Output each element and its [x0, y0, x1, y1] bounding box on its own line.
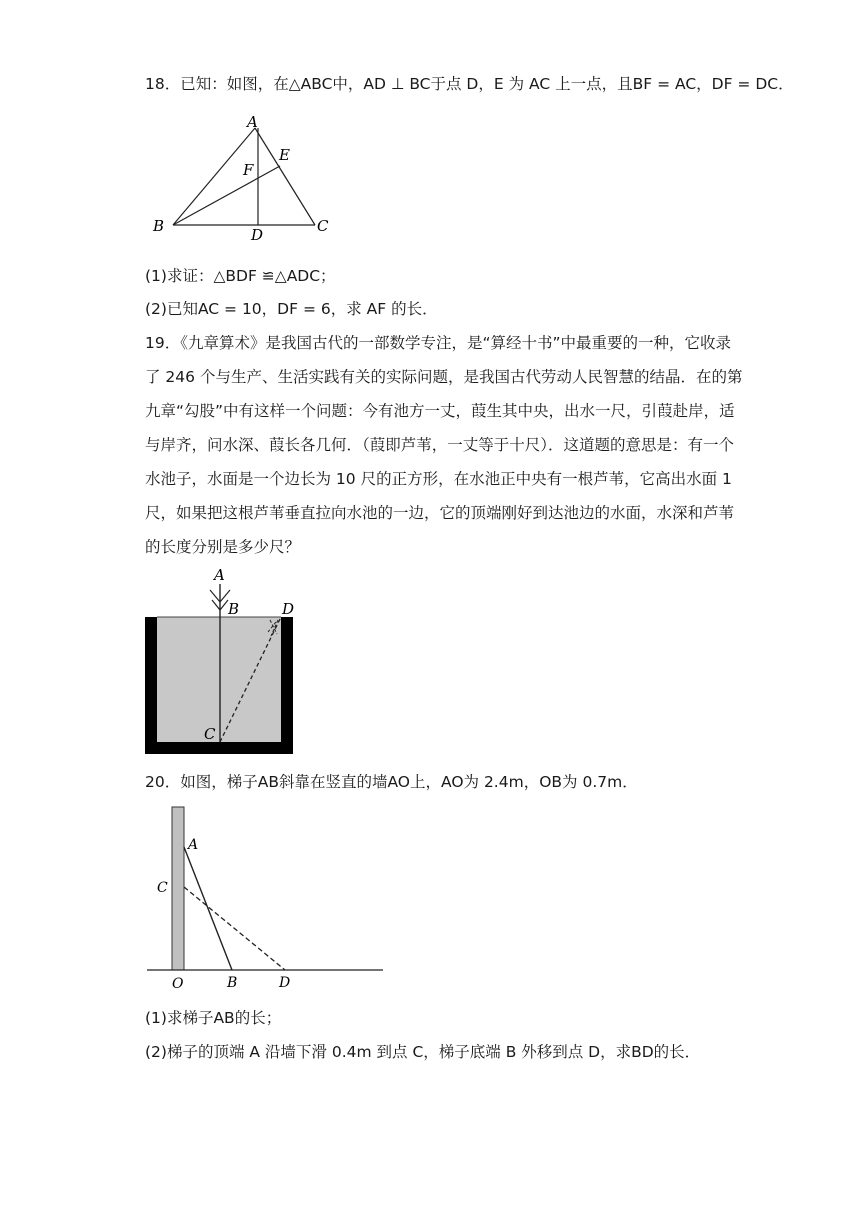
label-a: A: [188, 837, 199, 853]
wall: [172, 807, 184, 970]
pond-water: [157, 617, 281, 742]
q19-line-1: 19．《九章算术》是我国古代的一部数学专注，是“算经十书”中最重要的一种，它收录: [145, 334, 732, 352]
label-c: C: [157, 880, 168, 896]
label-a: A: [214, 566, 225, 584]
label-d: D: [251, 226, 264, 244]
q18-triangle-figure: [145, 108, 345, 248]
q19-line-3: 九章“勾股”中有这样一个问题：今有池方一丈，葭生其中央，出水一尺，引葭赴岸，适: [145, 402, 735, 420]
q19-pond-figure: [140, 562, 310, 757]
label-o: O: [172, 976, 184, 992]
label-d: D: [279, 975, 291, 991]
ladder-ab: [184, 847, 232, 970]
q19-line-6: 尺，如果把这根芦苇垂直拉向水池的一边，它的顶端刚好到达池边的水面，水深和芦苇: [145, 504, 735, 522]
q19-line-7: 的长度分别是多少尺？: [145, 538, 301, 556]
label-b: B: [227, 975, 238, 991]
q18-stem: 18．已知：如图，在△ABC中，AD ⊥ BC于点 D，E 为 AC 上一点，且BF = AC，DF = DC．: [145, 75, 794, 93]
label-f: F: [243, 161, 254, 179]
label-d: D: [282, 600, 295, 618]
segment-be: [173, 166, 280, 225]
q20-stem: 20．如图，梯子AB斜靠在竖直的墙AO上，AO为 2.4m，OB为 0.7m．: [145, 773, 638, 791]
q19-line-4: 与岸齐，问水深、葭长各几何．（葭即芦苇，一丈等于十尺）．这道题的意思是：有一个: [145, 436, 735, 454]
q20-part1: (1)求梯子AB的长；: [145, 1009, 282, 1027]
label-b: B: [153, 217, 165, 235]
label-c: C: [317, 217, 329, 235]
q19-line-2: 了 246 个与生产、生活实践有关的实际问题，是我国古代劳动人民智慧的结晶．在的第: [145, 368, 743, 386]
q18-part1: (1)求证：△BDF ≌△ADC；: [145, 267, 336, 285]
q19-line-5: 水池子，水面是一个边长为 10 尺的正方形，在水池正中央有一根芦苇，它高出水面 1: [145, 470, 732, 488]
ladder-cd: [184, 887, 285, 970]
q20-part2: (2)梯子的顶端 A 沿墙下滑 0.4m 到点 C，梯子底端 B 外移到点 D，求BD的长．: [145, 1043, 701, 1061]
side-ac: [255, 128, 315, 225]
label-a: A: [247, 113, 258, 131]
label-e: E: [279, 146, 290, 164]
label-b: B: [228, 600, 240, 618]
q18-part2: (2)已知AC = 10，DF = 6，求 AF 的长．: [145, 300, 438, 318]
q20-ladder-figure: [145, 805, 390, 995]
label-c: C: [204, 725, 216, 743]
